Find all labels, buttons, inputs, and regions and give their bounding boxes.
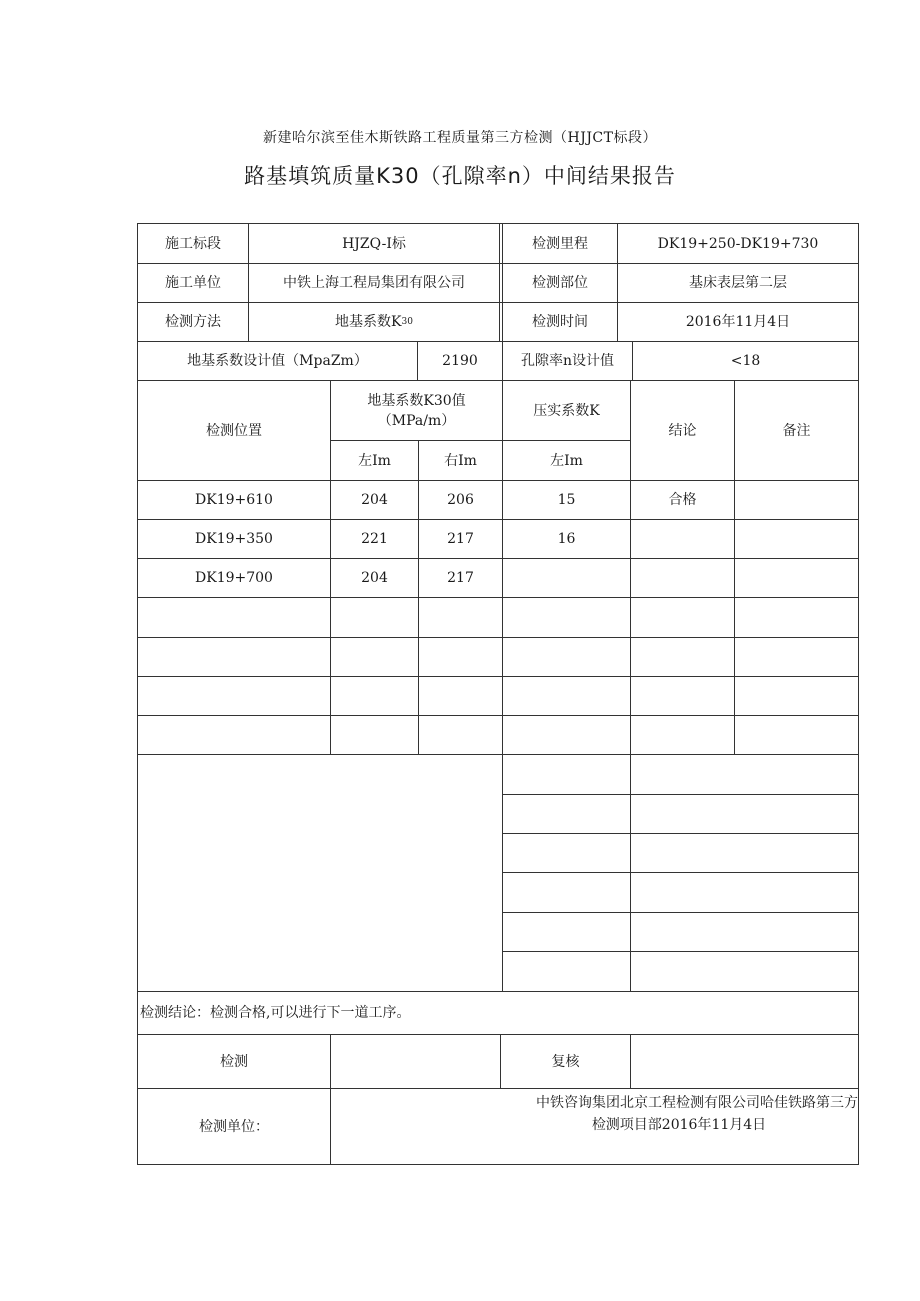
unit-value: 中铁上海工程局集团有限公司: [283, 275, 465, 291]
rule: [858, 223, 859, 1165]
report-title: 路基填筑质量K30（孔隙率n）中间结果报告: [244, 164, 676, 188]
row1-left: 204: [361, 492, 388, 508]
rule: [137, 676, 859, 677]
k30-design-label: 地基系数设计值（MpaZm）: [187, 353, 368, 369]
rule: [630, 1034, 631, 1088]
mileage-value: DK19+250-DK19+730: [657, 235, 819, 252]
method-label: 检测方法: [165, 314, 221, 330]
part-label: 检测部位: [532, 275, 588, 291]
section-value: HJZQ-I标: [342, 235, 406, 252]
unit-label: 施工单位: [165, 275, 221, 291]
row1-conclusion: 合格: [668, 492, 697, 508]
method-value-subscript: 30: [401, 317, 413, 327]
reviewer-label: 复核: [551, 1053, 580, 1070]
row1-right: 206: [447, 492, 474, 508]
compaction-header: 压实系数K: [533, 402, 600, 419]
left-sub-header: 左Im: [358, 452, 391, 469]
row3-position: DK19+700: [195, 570, 273, 586]
method-value-text: 地基系数K: [335, 314, 402, 330]
org-name-line1: 中铁咨询集团北京工程检测有限公司哈佳铁路第三方: [536, 1095, 858, 1111]
row3-right: 217: [447, 570, 474, 586]
org-name-line2: 检测项目部2016年11月4日: [591, 1117, 767, 1133]
k30-header: 地基系数K30值（MPa/m）: [367, 392, 466, 429]
rule: [137, 754, 859, 755]
rule: [137, 1164, 859, 1165]
rule: [137, 597, 859, 598]
porosity-design-label: 孔隙率n设计值: [520, 353, 615, 369]
row2-left: 221: [361, 531, 388, 547]
part-value: 基床表层第二层: [689, 275, 787, 291]
row3-conclusion: [631, 559, 734, 597]
section-label: 施工标段: [165, 235, 221, 252]
rule: [137, 715, 859, 716]
row3-left: 204: [361, 570, 388, 586]
conclusion-header: 结论: [668, 422, 697, 439]
compaction-sub-header: 左Im: [550, 452, 583, 469]
inspection-conclusion: 检测结论：检测合格,可以进行下一道工序。: [140, 1005, 411, 1021]
k30-design-value: 2190: [442, 353, 478, 369]
org-label: 检测单位：: [199, 1118, 269, 1135]
row1-position: DK19+610: [195, 492, 273, 508]
rule: [502, 833, 859, 834]
row2-position: DK19+350: [195, 531, 273, 547]
rule: [330, 1034, 331, 1164]
row2-conclusion: [631, 520, 734, 558]
row1-compaction: 15: [557, 492, 576, 508]
rule: [502, 872, 859, 873]
rule: [502, 912, 859, 913]
remark-header: 备注: [782, 422, 811, 439]
rule: [502, 951, 859, 952]
row3-compaction: [503, 559, 630, 597]
row2-right: 217: [447, 531, 474, 547]
time-label: 检测时间: [532, 314, 588, 330]
right-sub-header: 右Im: [444, 452, 477, 469]
rule: [502, 794, 859, 795]
time-value: 2016年11月4日: [685, 314, 791, 330]
method-value: [249, 303, 499, 341]
porosity-design-value: <18: [730, 353, 761, 369]
row2-compaction: 16: [557, 531, 576, 547]
inspector-label: 检测: [220, 1053, 248, 1070]
rule: [137, 637, 859, 638]
report-subtitle: 新建哈尔滨至佳木斯铁路工程质量第三方检测（HJJCT标段）: [263, 130, 657, 146]
position-header: 检测位置: [206, 422, 262, 439]
mileage-label: 检测里程: [532, 235, 588, 252]
rule: [499, 223, 500, 341]
